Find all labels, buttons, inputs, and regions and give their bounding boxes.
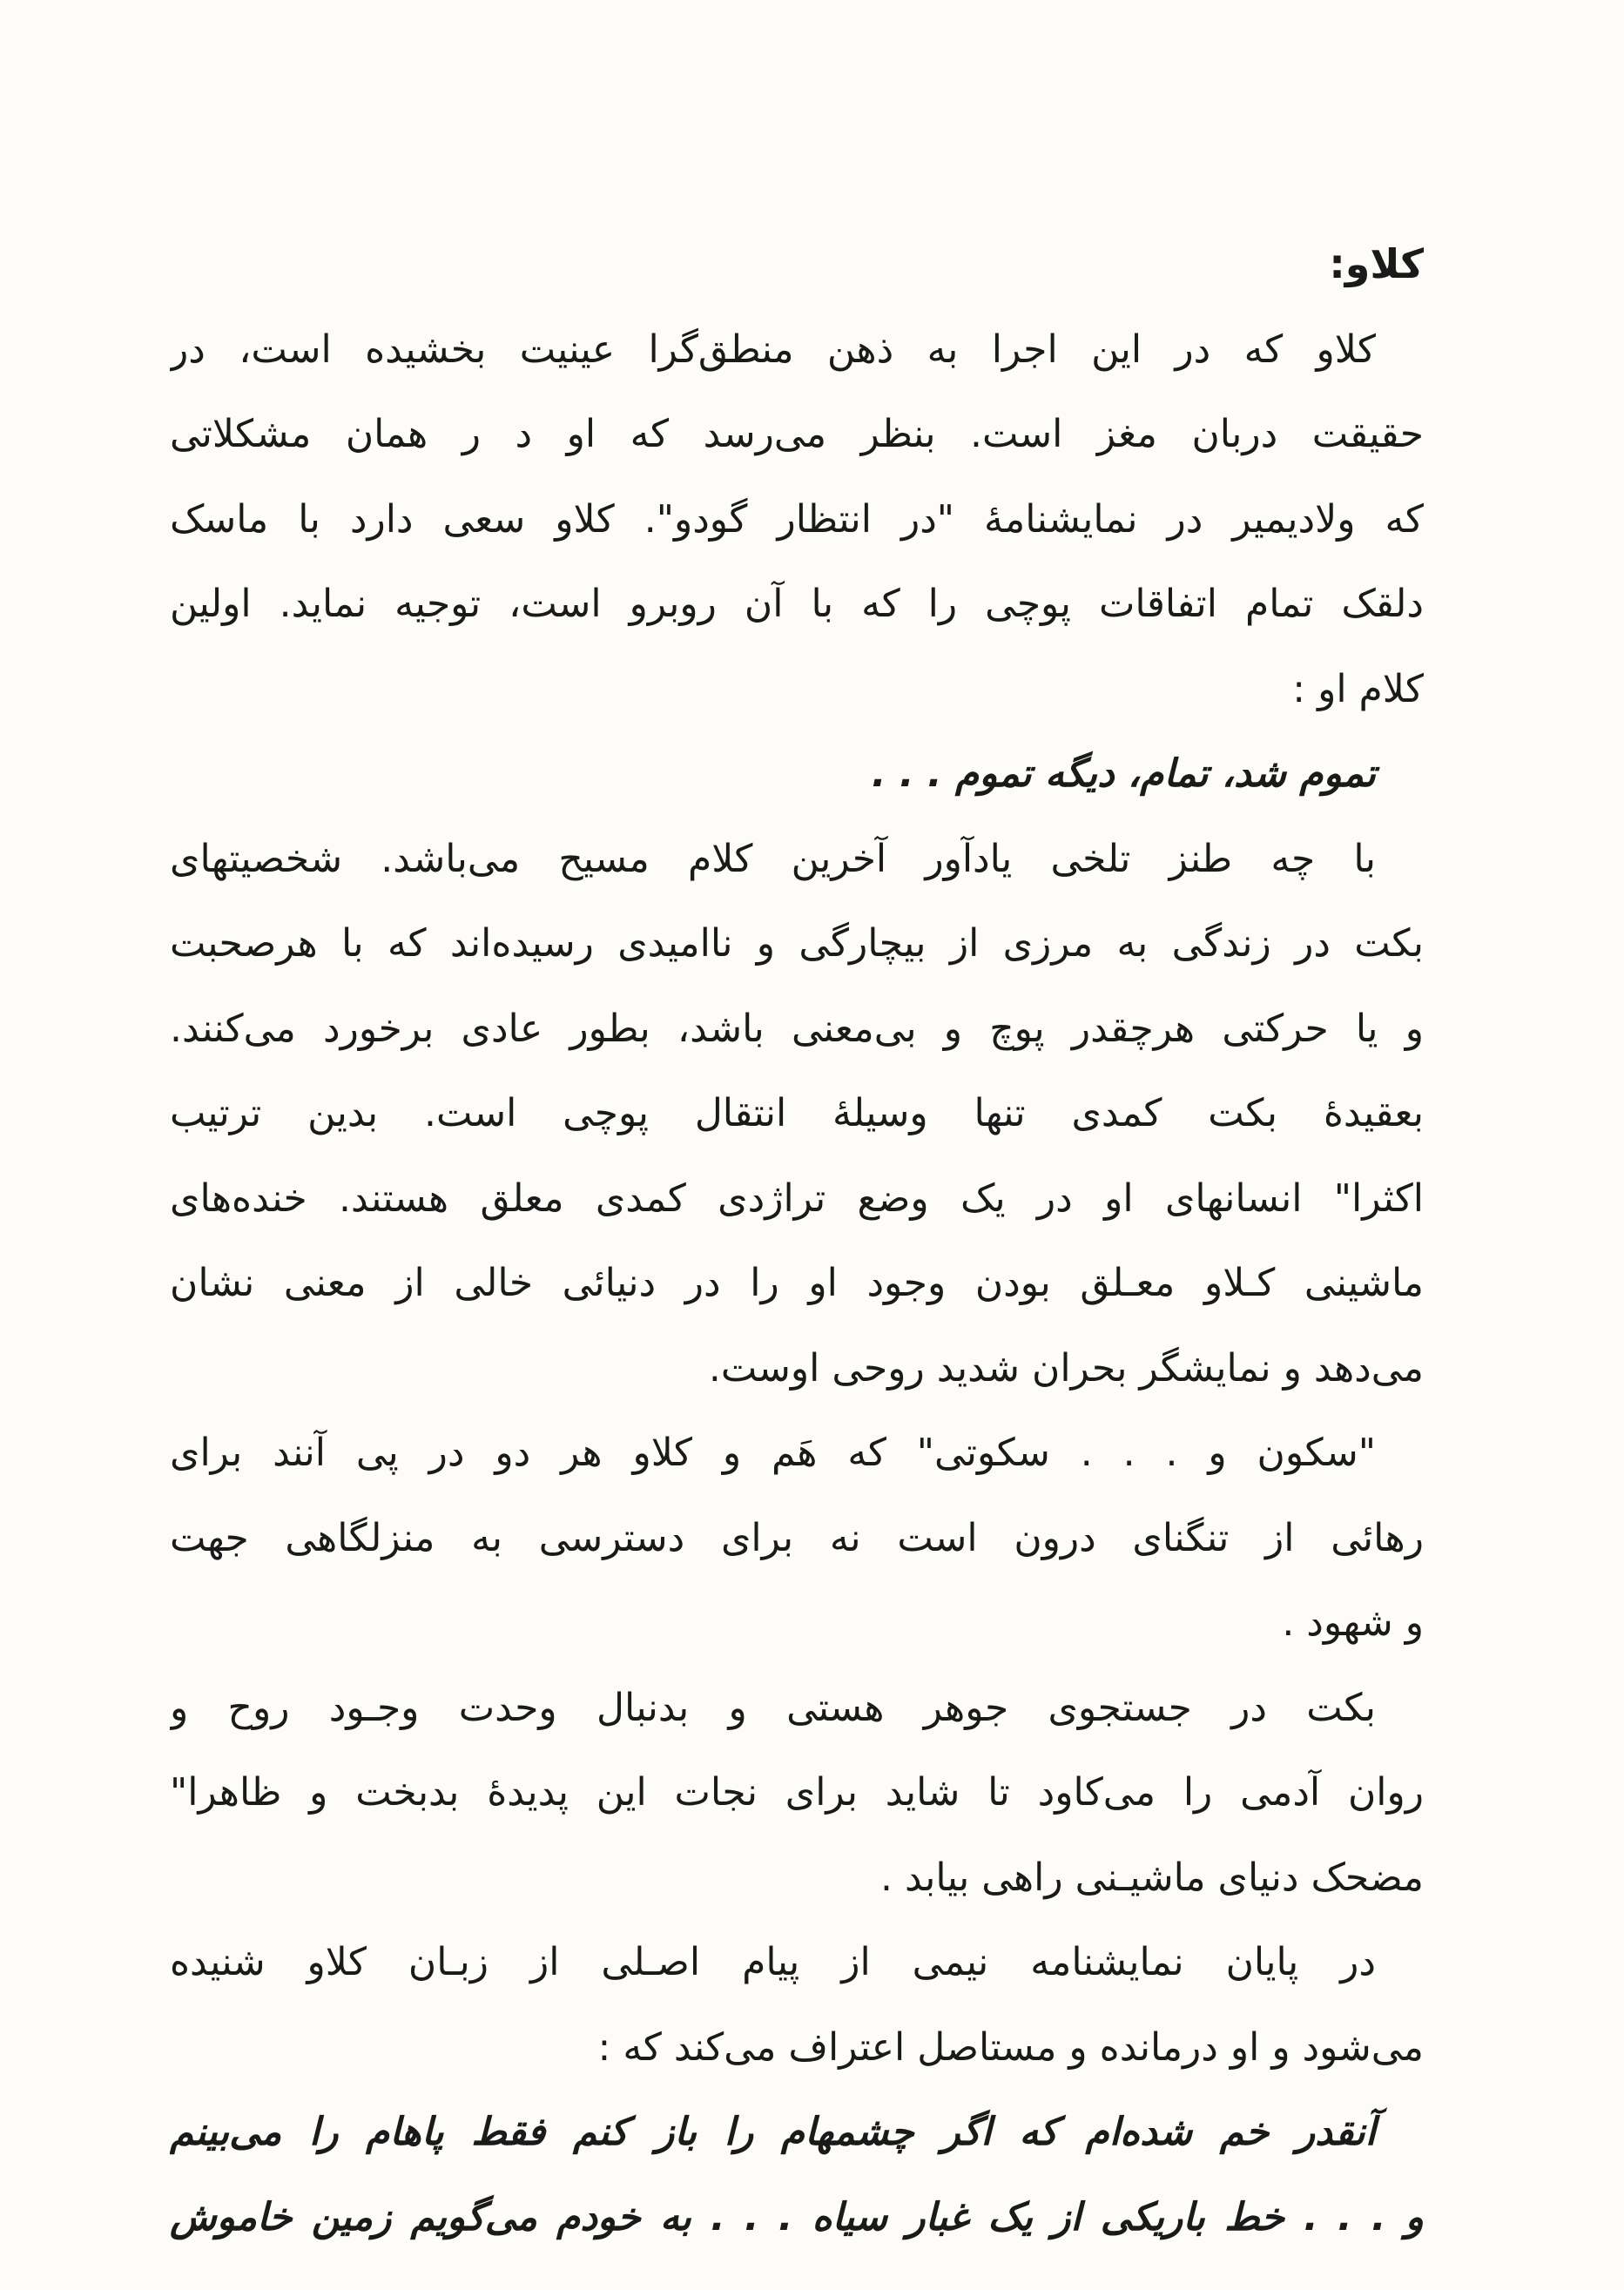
paragraph-line: و یا حرکتی هرچقدر پوچ و بی‌معنی باشد، بطور عادی برخورد می‌کنند.	[170, 1006, 1424, 1051]
paragraph-line: رهائی از تنگنای درون است نه برای دسترسی به منزلگاهی جهت	[170, 1515, 1424, 1560]
paragraph-line: می‌شود و او درمانده و مستاصل اعتراف می‌کند که :	[597, 2024, 1424, 2070]
paragraph-line: و شهود .	[1282, 1600, 1424, 1645]
paragraph-line: ماشینی کـلاو معـلق بودن وجود او را در دنیائی خالی از معنی نشان	[170, 1261, 1424, 1305]
paragraph-line: روان آدمی را می‌کاود تا شاید برای نجات این پدیدهٔ بدبخت و ظاهرا"	[170, 1770, 1424, 1815]
paragraph-line: کلاو که در این اجرا به ذهن منطق‌گرا عینیت بخشیده است، در	[170, 327, 1376, 372]
paragraph-line: بکت در جستجوی جوهر هستی و بدنبال وحدت وجـود روح و	[170, 1685, 1376, 1730]
quote-line: آنقدر خم شده‌ام که اگر چشمهام را باز کنم فقط پاهام را می‌بینم	[170, 2110, 1376, 2154]
body-text	[170, 222, 1424, 2260]
quote-line: تموم شد، تمام، دیگه تموم . . .	[871, 751, 1376, 796]
paragraph-line: حقیقت دربان مغز است. بنظر می‌رسد که او د ر همان مشکلاتی	[170, 412, 1424, 456]
paragraph-line: دلقک تمام اتفاقات پوچی را که با آن روبرو است، توجیه نماید. اولین	[170, 582, 1424, 626]
paragraph-line: بکت در زندگی به مرزی از بیچارگی و ناامیدی رسیده‌اند که با هرصحبت	[170, 921, 1424, 966]
paragraph-line: اکثرا" انسانهای او در یک وضع تراژدی کمدی معلق هستند. خنده‌های	[170, 1175, 1424, 1221]
paragraph-line: کلام او :	[1292, 666, 1424, 711]
paragraph-line: که ولادیمیر در نمایشنامهٔ "در انتظار گودو". کلاو سعی دارد با ماسک	[170, 496, 1424, 542]
paragraph-line: بعقیدهٔ بکت کمدی تنها وسیلهٔ انتقال پوچی است. بدین ترتیب	[170, 1091, 1424, 1135]
section-heading: کلاو:	[1329, 240, 1424, 287]
paragraph-line: در پایان نمایشنامه نیمی از پیام اصـلی از زبـان کلاو شنیده	[170, 1940, 1376, 1984]
paragraph-line: "سکون و . . . سکوتی" که هَم و کلاو هر دو در پی آنند برای	[170, 1431, 1376, 1475]
quote-line: و . . . خط باریکی از یک غبار سیاه . . . به خودم می‌گویم زمین خاموش	[170, 2194, 1424, 2239]
paragraph-line: می‌دهد و نمایشگر بحران شدید روحی اوست.	[708, 1345, 1424, 1391]
paragraph-line: با چه طنز تلخی یادآور آخرین کلام مسیح می‌باشد. شخصیتهای	[170, 836, 1376, 881]
paragraph-line: مضحک دنیای ماشیـنی راهی بیابد .	[880, 1855, 1424, 1900]
